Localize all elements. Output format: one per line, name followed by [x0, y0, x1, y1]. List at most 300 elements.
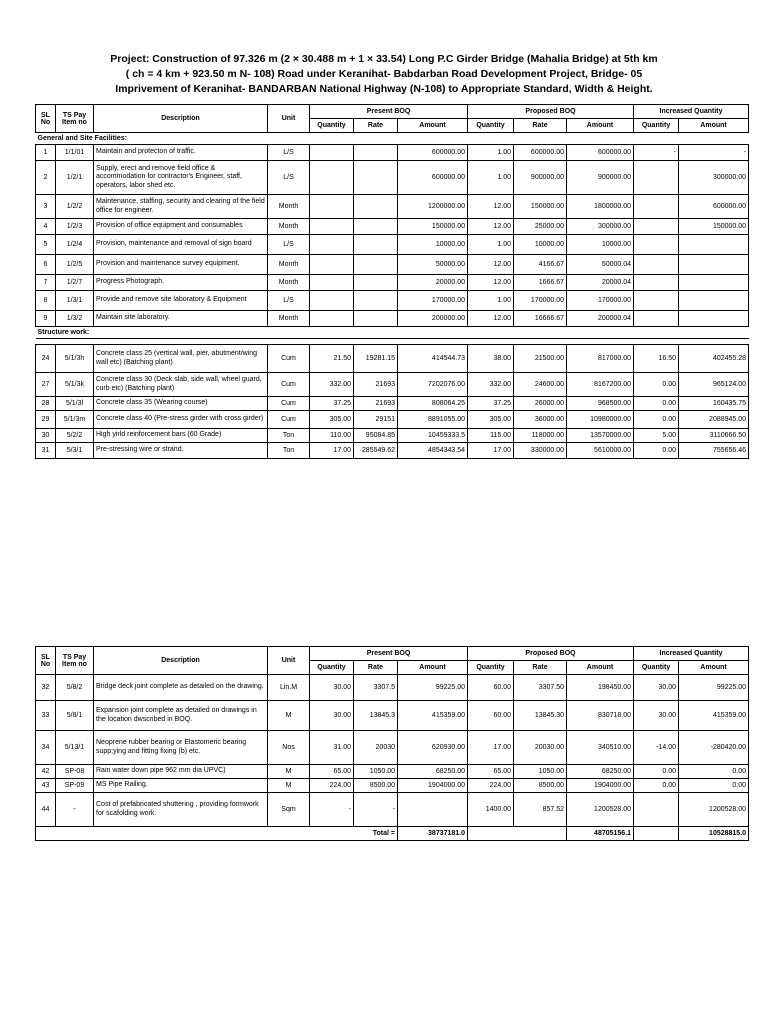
cell-present-amount: 415359.00	[398, 701, 468, 731]
cell-description: Progress Photograph.	[94, 275, 268, 291]
header-present-boq: Present BOQ	[310, 105, 468, 119]
cell-unit: Month	[268, 255, 310, 275]
cell-present-quantity: 65.00	[310, 765, 354, 779]
cell-description: Concrete class 40 (Pre-stress girder with cross girder)	[94, 411, 268, 429]
cell-ts-pay-item: 5/2/2	[56, 429, 94, 443]
cell-unit: Sqm	[268, 793, 310, 827]
section-row	[36, 133, 749, 145]
cell-present-amount: 99225.00	[398, 675, 468, 701]
header-unit: Unit	[268, 105, 310, 133]
header-quantity: Quantity	[634, 119, 679, 133]
cell-increased-amount: 402455.28	[679, 345, 749, 373]
cell-ts-pay-item: 5/8/1	[56, 701, 94, 731]
cell-proposed-amount: 8167200.00	[567, 373, 634, 397]
cell-sl-no: 34	[36, 731, 56, 765]
cell-present-amount: 50000.00	[398, 255, 468, 275]
cell-proposed-rate: 16666.67	[514, 311, 567, 327]
cell-proposed-quantity: 332.00	[468, 373, 514, 397]
cell-increased-amount: 415359.00	[679, 701, 749, 731]
table-row	[36, 411, 749, 429]
table-row	[36, 701, 749, 731]
cell-unit: Month	[268, 219, 310, 235]
cell-description: Maintain and protecton of traffic.	[94, 145, 268, 161]
cell-proposed-rate: 150000.00	[514, 195, 567, 219]
boq-table-2	[35, 646, 749, 841]
cell-present-quantity: 37.25	[310, 397, 354, 411]
cell-proposed-rate: 600000.00	[514, 145, 567, 161]
cell-present-quantity: 332.00	[310, 373, 354, 397]
cell-proposed-amount: 1200528.00	[567, 793, 634, 827]
title-line-3: Imprivement of Keranihat- BANDARBAN National Highway (N-108) to Appropriate Standard, Width & Height.	[115, 83, 653, 95]
cell-unit: M	[268, 779, 310, 793]
cell-present-rate	[354, 255, 398, 275]
cell-proposed-rate: 170000.00	[514, 291, 567, 311]
header-quantity: Quantity	[634, 661, 679, 675]
cell-proposed-amount: 830718.00	[567, 701, 634, 731]
table-row	[36, 443, 749, 459]
cell-sl-no: 30	[36, 429, 56, 443]
cell-present-quantity: 110.00	[310, 429, 354, 443]
cell-present-amount: 620930.00	[398, 731, 468, 765]
cell-present-amount: 1904000.00	[398, 779, 468, 793]
cell-proposed-rate: 3307.50	[514, 675, 567, 701]
cell-ts-pay-item: 1/3/2	[56, 311, 94, 327]
cell-proposed-amount: 1904000.00	[567, 779, 634, 793]
cell-description: Bridge deck joint complete as detailed on the drawing.	[94, 675, 268, 701]
boq-table-1	[35, 104, 749, 459]
cell-proposed-rate: 118000.00	[514, 429, 567, 443]
cell-present-amount: 600000.00	[398, 145, 468, 161]
section-structure-work: Structure work:	[36, 327, 749, 339]
cell-increased-amount: 1200528.00	[679, 793, 749, 827]
total-spacer	[634, 827, 679, 841]
cell-sl-no: 43	[36, 779, 56, 793]
cell-present-rate: 95084.85	[354, 429, 398, 443]
cell-increased-amount: 2088945.00	[679, 411, 749, 429]
cell-sl-no: 42	[36, 765, 56, 779]
cell-proposed-amount: 1800000.00	[567, 195, 634, 219]
cell-increased-amount	[679, 235, 749, 255]
cell-unit: Nos	[268, 731, 310, 765]
cell-present-rate	[354, 161, 398, 195]
cell-proposed-amount: 170000.00	[567, 291, 634, 311]
cell-proposed-quantity: 1.00	[468, 145, 514, 161]
header-sl: SL No	[36, 647, 56, 675]
header-ts-pay-item: TS Pay Item no	[56, 647, 94, 675]
cell-proposed-rate: 20030.00	[514, 731, 567, 765]
table-row	[36, 275, 749, 291]
cell-description: Concrete class 25 (vertical wall, pier, abutment/wing wall etc) (Batching plant)	[94, 345, 268, 373]
cell-ts-pay-item: 5/8/2	[56, 675, 94, 701]
cell-sl-no: 1	[36, 145, 56, 161]
header-present-boq: Present BOQ	[310, 647, 468, 661]
table-row	[36, 731, 749, 765]
cell-proposed-quantity: 12.00	[468, 311, 514, 327]
cell-proposed-quantity: 65.00	[468, 765, 514, 779]
cell-proposed-rate: 36000.00	[514, 411, 567, 429]
header-amount: Amount	[567, 661, 634, 675]
cell-present-amount: 1200000.00	[398, 195, 468, 219]
cell-proposed-rate: 8500.00	[514, 779, 567, 793]
cell-present-amount: 10000.00	[398, 235, 468, 255]
cell-proposed-quantity: 305.00	[468, 411, 514, 429]
cell-present-amount: 20000.00	[398, 275, 468, 291]
cell-present-amount: 10459333.5	[398, 429, 468, 443]
cell-description: High yirld reinforcement bars (60 Grade)	[94, 429, 268, 443]
cell-ts-pay-item: 5/1/3h	[56, 345, 94, 373]
cell-ts-pay-item: 5/1/3m	[56, 411, 94, 429]
cell-description: Provision, maintenance and removal of sign board	[94, 235, 268, 255]
cell-present-quantity	[310, 219, 354, 235]
cell-unit: L/S	[268, 145, 310, 161]
cell-unit: Cum	[268, 411, 310, 429]
cell-proposed-quantity: 60.00	[468, 675, 514, 701]
cell-increased-amount	[679, 255, 749, 275]
cell-sl-no: 4	[36, 219, 56, 235]
cell-increased-amount: 0.00	[679, 765, 749, 779]
cell-present-rate: 13845.3	[354, 701, 398, 731]
total-present-amount: 38737181.0	[398, 827, 468, 841]
cell-proposed-quantity: 1.00	[468, 161, 514, 195]
header-quantity: Quantity	[310, 661, 354, 675]
cell-proposed-amount: 600000.00	[567, 145, 634, 161]
cell-increased-amount: 0.00	[679, 779, 749, 793]
cell-proposed-amount: 968500.00	[567, 397, 634, 411]
cell-proposed-quantity: 115.00	[468, 429, 514, 443]
cell-proposed-rate: 13845.30	[514, 701, 567, 731]
cell-unit: Month	[268, 275, 310, 291]
cell-ts-pay-item: 1/2/3	[56, 219, 94, 235]
cell-description: Maintain site laboratory.	[94, 311, 268, 327]
cell-description: Rain water down pipe 962 mm dia UPVC)	[94, 765, 268, 779]
cell-increased-quantity	[634, 311, 679, 327]
cell-present-rate	[354, 195, 398, 219]
cell-proposed-quantity: 1.00	[468, 291, 514, 311]
cell-unit: Month	[268, 311, 310, 327]
header-amount: Amount	[679, 661, 749, 675]
header-sl: SL No	[36, 105, 56, 133]
header-quantity: Quantity	[468, 661, 514, 675]
cell-unit: Ton	[268, 443, 310, 459]
header-ts-pay-item: TS Pay Item no	[56, 105, 94, 133]
cell-present-quantity	[310, 161, 354, 195]
cell-proposed-amount: 50000.04	[567, 255, 634, 275]
cell-increased-quantity: 0.00	[634, 765, 679, 779]
header-amount: Amount	[398, 119, 468, 133]
cell-proposed-rate: 900000.00	[514, 161, 567, 195]
cell-present-quantity	[310, 255, 354, 275]
cell-increased-quantity: 0.00	[634, 779, 679, 793]
cell-present-quantity: 17.00	[310, 443, 354, 459]
total-spacer	[468, 827, 567, 841]
cell-ts-pay-item: 1/2/5	[56, 255, 94, 275]
cell-sl-no: 28	[36, 397, 56, 411]
cell-present-quantity	[310, 311, 354, 327]
cell-present-quantity	[310, 291, 354, 311]
header-description: Description	[94, 105, 268, 133]
cell-proposed-amount: 900000.00	[567, 161, 634, 195]
cell-present-quantity: 30.00	[310, 675, 354, 701]
cell-unit: Lin.M	[268, 675, 310, 701]
cell-increased-amount: 965124.00	[679, 373, 749, 397]
cell-increased-quantity: 0.00	[634, 411, 679, 429]
cell-proposed-amount: 200000.04	[567, 311, 634, 327]
cell-description: Expansion joint complete as detailed on drawings in the location dwscribed in BOQ.	[94, 701, 268, 731]
cell-proposed-amount: 20000.04	[567, 275, 634, 291]
cell-description: Concrete class 35 (Wearing course)	[94, 397, 268, 411]
cell-present-rate	[354, 219, 398, 235]
cell-present-quantity: 305.00	[310, 411, 354, 429]
cell-present-quantity	[310, 275, 354, 291]
cell-description: MS Pipe Railing.	[94, 779, 268, 793]
header-row-1	[36, 647, 749, 661]
cell-present-rate: 20030	[354, 731, 398, 765]
cell-unit: Cum	[268, 345, 310, 373]
cell-increased-quantity: 0.00	[634, 373, 679, 397]
cell-present-quantity	[310, 235, 354, 255]
cell-sl-no: 8	[36, 291, 56, 311]
cell-description: Provision and maintenance survey equipment.	[94, 255, 268, 275]
cell-sl-no: 2	[36, 161, 56, 195]
cell-description: Cost of prefabricated shuttering , providing formwork for scafolding work.	[94, 793, 268, 827]
cell-increased-quantity	[634, 255, 679, 275]
cell-present-rate	[354, 145, 398, 161]
cell-unit: M	[268, 765, 310, 779]
table-row	[36, 397, 749, 411]
cell-unit: Cum	[268, 373, 310, 397]
header-rate: Rate	[514, 661, 567, 675]
cell-proposed-rate: 857.52	[514, 793, 567, 827]
table-row	[36, 765, 749, 779]
cell-proposed-rate: 4166.67	[514, 255, 567, 275]
cell-sl-no: 27	[36, 373, 56, 397]
cell-unit: L/S	[268, 161, 310, 195]
cell-proposed-rate: 10000.00	[514, 235, 567, 255]
cell-proposed-amount: 68250.00	[567, 765, 634, 779]
cell-proposed-quantity: 17.00	[468, 443, 514, 459]
table-row	[36, 255, 749, 275]
cell-proposed-quantity: 1400.00	[468, 793, 514, 827]
cell-increased-amount: 755656.46	[679, 443, 749, 459]
cell-description: Pre-stressing wire or strand.	[94, 443, 268, 459]
cell-present-rate: 3307.5	[354, 675, 398, 701]
cell-unit: L/S	[268, 291, 310, 311]
cell-sl-no: 29	[36, 411, 56, 429]
header-unit: Unit	[268, 647, 310, 675]
cell-increased-amount	[679, 275, 749, 291]
cell-proposed-amount: 5610000.00	[567, 443, 634, 459]
cell-present-quantity	[310, 195, 354, 219]
table-row	[36, 311, 749, 327]
header-increased-quantity: Increased Quantity	[634, 105, 749, 119]
cell-ts-pay-item: 1/2/4	[56, 235, 94, 255]
cell-proposed-rate: 25000.00	[514, 219, 567, 235]
cell-increased-quantity	[634, 161, 679, 195]
header-amount: Amount	[567, 119, 634, 133]
cell-proposed-quantity: 38.00	[468, 345, 514, 373]
table-row	[36, 793, 749, 827]
cell-description: Supply, erect and remove field office & accommodation for contractor's Engineer, staff, operators, labor shed etc.	[94, 161, 268, 195]
project-title	[0, 52, 768, 97]
cell-present-rate: 285549.62	[354, 443, 398, 459]
cell-proposed-rate: 1666.67	[514, 275, 567, 291]
cell-sl-no: 3	[36, 195, 56, 219]
cell-proposed-quantity: 1.00	[468, 235, 514, 255]
cell-present-amount: 808064.25	[398, 397, 468, 411]
cell-increased-quantity	[634, 291, 679, 311]
cell-ts-pay-item: 5/13/1	[56, 731, 94, 765]
table-row	[36, 429, 749, 443]
cell-present-rate	[354, 311, 398, 327]
cell-increased-amount: 600000.00	[679, 195, 749, 219]
cell-present-quantity	[310, 145, 354, 161]
cell-present-amount: 200000.00	[398, 311, 468, 327]
cell-present-rate	[354, 235, 398, 255]
cell-increased-quantity	[634, 275, 679, 291]
cell-proposed-amount: 10980000.00	[567, 411, 634, 429]
total-row	[36, 827, 749, 841]
header-amount: Amount	[679, 119, 749, 133]
cell-increased-quantity	[634, 219, 679, 235]
cell-sl-no: 5	[36, 235, 56, 255]
cell-present-amount: 7202076.00	[398, 373, 468, 397]
cell-sl-no: 7	[36, 275, 56, 291]
header-rate: Rate	[354, 119, 398, 133]
cell-proposed-quantity: 12.00	[468, 195, 514, 219]
cell-proposed-quantity: 37.25	[468, 397, 514, 411]
cell-proposed-quantity: 224.00	[468, 779, 514, 793]
cell-increased-amount: 99225.00	[679, 675, 749, 701]
cell-proposed-amount: 817000.00	[567, 345, 634, 373]
cell-increased-quantity	[634, 235, 679, 255]
cell-ts-pay-item: SP-08	[56, 765, 94, 779]
cell-present-rate: 19281.15	[354, 345, 398, 373]
cell-present-rate: -	[354, 793, 398, 827]
cell-proposed-amount: 198450.00	[567, 675, 634, 701]
cell-increased-amount: 150000.00	[679, 219, 749, 235]
section-general-site-facilities: General and Site Facilities:	[36, 133, 749, 145]
cell-proposed-rate: 26000.00	[514, 397, 567, 411]
cell-increased-quantity: -14.00	[634, 731, 679, 765]
header-quantity: Quantity	[468, 119, 514, 133]
total-proposed-amount: 48705156.1	[567, 827, 634, 841]
table-row	[36, 235, 749, 255]
cell-increased-amount: -	[679, 145, 749, 161]
cell-sl-no: 32	[36, 675, 56, 701]
cell-increased-amount	[679, 311, 749, 327]
cell-present-quantity: 31.00	[310, 731, 354, 765]
cell-sl-no: 6	[36, 255, 56, 275]
total-label: Total =	[36, 827, 398, 841]
cell-proposed-quantity: 12.00	[468, 255, 514, 275]
cell-increased-amount	[679, 291, 749, 311]
table-row	[36, 219, 749, 235]
cell-increased-quantity: 0.00	[634, 397, 679, 411]
cell-present-amount: 150000.00	[398, 219, 468, 235]
header-quantity: Quantity	[310, 119, 354, 133]
cell-proposed-amount: 340510.00	[567, 731, 634, 765]
cell-present-rate: 21693	[354, 373, 398, 397]
cell-increased-quantity: 30.00	[634, 675, 679, 701]
cell-ts-pay-item: 5/1/3k	[56, 373, 94, 397]
cell-present-rate: 21693	[354, 397, 398, 411]
cell-ts-pay-item: 1/2/2	[56, 195, 94, 219]
header-rate: Rate	[514, 119, 567, 133]
cell-proposed-quantity: 17.00	[468, 731, 514, 765]
cell-present-amount: 68250.00	[398, 765, 468, 779]
table-row	[36, 145, 749, 161]
cell-proposed-amount: 13570000.00	[567, 429, 634, 443]
cell-increased-amount: 3110666.50	[679, 429, 749, 443]
cell-present-quantity: -	[310, 793, 354, 827]
cell-ts-pay-item: 1/2/7	[56, 275, 94, 291]
cell-proposed-rate: 24600.00	[514, 373, 567, 397]
cell-present-rate	[354, 291, 398, 311]
cell-proposed-amount: 300000.00	[567, 219, 634, 235]
cell-present-amount: 8891055.00	[398, 411, 468, 429]
header-increased-quantity: Increased Quantity	[634, 647, 749, 661]
cell-sl-no: 31	[36, 443, 56, 459]
table-row	[36, 161, 749, 195]
cell-present-amount: 600000.00	[398, 161, 468, 195]
cell-present-rate	[354, 275, 398, 291]
header-amount: Amount	[398, 661, 468, 675]
cell-sl-no: 33	[36, 701, 56, 731]
cell-present-rate: 8500.00	[354, 779, 398, 793]
table-row	[36, 291, 749, 311]
cell-description: Provide and remove site laboratory & Equipment	[94, 291, 268, 311]
cell-increased-quantity: 16.50	[634, 345, 679, 373]
cell-proposed-quantity: 12.00	[468, 275, 514, 291]
cell-present-quantity: 224.00	[310, 779, 354, 793]
cell-unit: L/S	[268, 235, 310, 255]
cell-present-amount: 4854343.54	[398, 443, 468, 459]
total-increased-amount: 10528815.0	[679, 827, 749, 841]
cell-present-amount	[398, 793, 468, 827]
cell-increased-amount: 300000.00	[679, 161, 749, 195]
cell-unit: Month	[268, 195, 310, 219]
cell-present-amount: 170000.00	[398, 291, 468, 311]
cell-ts-pay-item: 1/3/1	[56, 291, 94, 311]
title-line-2: ( ch = 4 km + 923.50 m N- 108) Road under Keranihat- Babdarban Road Development Project, Bridge- 05	[125, 68, 643, 80]
cell-description: Provision of office equipment and consumables	[94, 219, 268, 235]
cell-increased-quantity: 0.00	[634, 443, 679, 459]
cell-sl-no: 9	[36, 311, 56, 327]
cell-ts-pay-item: 1/2/1	[56, 161, 94, 195]
cell-unit: Cum	[268, 397, 310, 411]
section-row	[36, 327, 749, 339]
header-rate: Rate	[354, 661, 398, 675]
cell-present-amount: 414544.73	[398, 345, 468, 373]
cell-proposed-amount: 10000.00	[567, 235, 634, 255]
cell-description: Concrete class 30 (Deck slab, side wall, wheel guard, curb etc) (Batching plant)	[94, 373, 268, 397]
cell-increased-amount: -280420.00	[679, 731, 749, 765]
cell-ts-pay-item: -	[56, 793, 94, 827]
table-row	[36, 675, 749, 701]
cell-increased-quantity: 5.00	[634, 429, 679, 443]
cell-description: Maintenance, staffing, security and clearing of the field office for engineer.	[94, 195, 268, 219]
cell-unit: Ton	[268, 429, 310, 443]
table-row	[36, 373, 749, 397]
cell-increased-quantity	[634, 793, 679, 827]
cell-ts-pay-item: 5/3/1	[56, 443, 94, 459]
cell-proposed-quantity: 12.00	[468, 219, 514, 235]
cell-ts-pay-item: 1/1/01	[56, 145, 94, 161]
cell-ts-pay-item: SP-09	[56, 779, 94, 793]
cell-increased-amount: 160435.75	[679, 397, 749, 411]
cell-ts-pay-item: 5/1/3l	[56, 397, 94, 411]
cell-present-quantity: 30.00	[310, 701, 354, 731]
